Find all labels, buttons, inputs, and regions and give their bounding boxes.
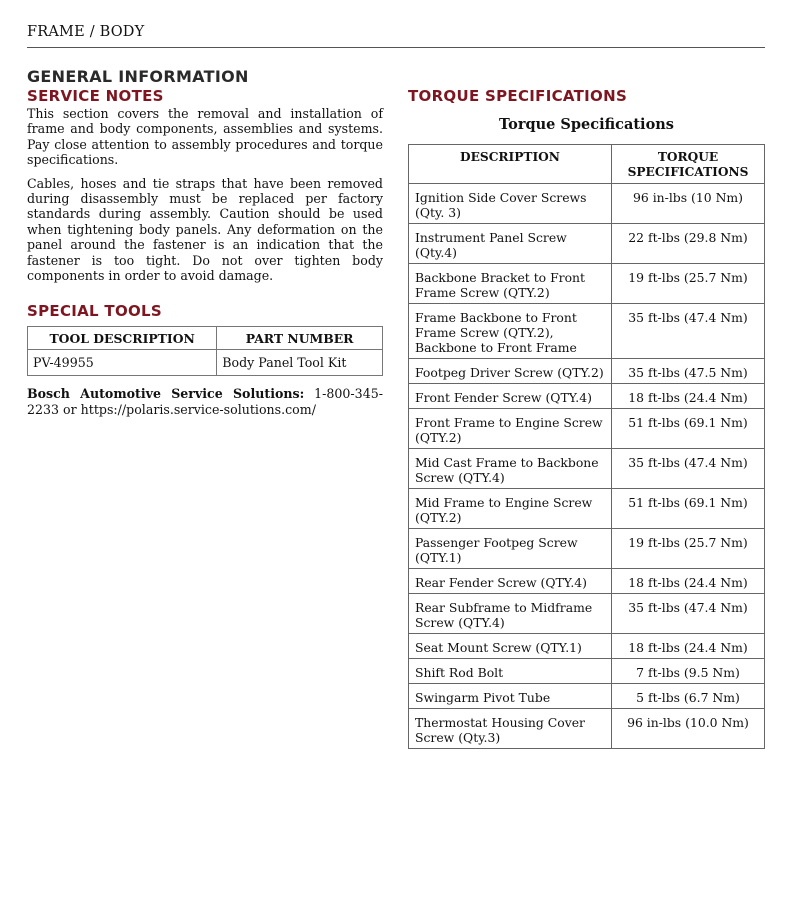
special-tools-table	[27, 326, 383, 376]
table-row	[409, 224, 765, 264]
table-row	[409, 594, 765, 634]
table-header-row	[409, 145, 765, 184]
description-cell: Seat Mount Screw (QTY.1)	[409, 634, 612, 659]
description-cell: Ignition Side Cover Screws (Qty. 3)	[409, 184, 612, 224]
page-header: FRAME / BODY	[27, 24, 145, 40]
part-number-cell: Body Panel Tool Kit	[217, 350, 383, 376]
table-header-row	[28, 327, 383, 350]
table-row	[409, 409, 765, 449]
table-row	[409, 569, 765, 594]
description-cell: Swingarm Pivot Tube	[409, 684, 612, 709]
special-tools-heading: SPECIAL TOOLS	[27, 302, 163, 321]
table-row	[28, 350, 383, 376]
torque-value-cell: 96 in-lbs (10 Nm)	[612, 184, 765, 224]
description-cell: Passenger Footpeg Screw (QTY.1)	[409, 529, 612, 569]
right-column	[408, 88, 765, 749]
torque-value-cell: 51 ft-lbs (69.1 Nm)	[612, 489, 765, 529]
column-header-tool-description: TOOL DESCRIPTION	[28, 327, 217, 350]
service-notes-paragraph-1: This section covers the removal and installation of frame and body components, assemblies and systems. Pay close attention to assembly procedures and torque specifications.	[27, 106, 383, 168]
table-row	[409, 634, 765, 659]
torque-value-cell: 35 ft-lbs (47.5 Nm)	[612, 359, 765, 384]
column-header-part-number: PART NUMBER	[217, 327, 383, 350]
torque-specifications-heading: TORQUE SPECIFICATIONS	[408, 87, 628, 105]
torque-value-cell: 22 ft-lbs (29.8 Nm)	[612, 224, 765, 264]
torque-value-cell: 35 ft-lbs (47.4 Nm)	[612, 594, 765, 634]
tool-description-cell: PV-49955	[28, 350, 217, 376]
table-row	[409, 709, 765, 749]
description-cell: Front Frame to Engine Screw (QTY.2)	[409, 409, 612, 449]
table-row	[409, 529, 765, 569]
torque-value-cell: 51 ft-lbs (69.1 Nm)	[612, 409, 765, 449]
torque-value-cell: 19 ft-lbs (25.7 Nm)	[612, 264, 765, 304]
table-row	[409, 304, 765, 359]
supplier-note	[27, 386, 383, 417]
left-column	[27, 68, 383, 417]
description-cell: Instrument Panel Screw (Qty.4)	[409, 224, 612, 264]
torque-value-cell: 19 ft-lbs (25.7 Nm)	[612, 529, 765, 569]
torque-value-cell: 18 ft-lbs (24.4 Nm)	[612, 384, 765, 409]
torque-value-cell: 5 ft-lbs (6.7 Nm)	[612, 684, 765, 709]
torque-value-cell: 7 ft-lbs (9.5 Nm)	[612, 659, 765, 684]
service-notes-heading: SERVICE NOTES	[27, 87, 164, 105]
supplier-contact: 1-800-345-2233 or https://polaris.service-solutions.com/	[27, 386, 383, 417]
description-cell: Shift Rod Bolt	[409, 659, 612, 684]
description-cell: Front Fender Screw (QTY.4)	[409, 384, 612, 409]
header-divider	[27, 47, 765, 48]
torque-value-cell: 18 ft-lbs (24.4 Nm)	[612, 569, 765, 594]
description-cell: Rear Subframe to Midframe Screw (QTY.4)	[409, 594, 612, 634]
description-cell: Frame Backbone to Front Frame Screw (QTY.2), Backbone to Front Frame	[409, 304, 612, 359]
table-row	[409, 359, 765, 384]
torque-value-cell: 96 in-lbs (10.0 Nm)	[612, 709, 765, 749]
description-cell: Mid Cast Frame to Backbone Screw (QTY.4)	[409, 449, 612, 489]
general-information-heading: GENERAL INFORMATION	[27, 67, 249, 86]
description-cell: Mid Frame to Engine Screw (QTY.2)	[409, 489, 612, 529]
supplier-name: Bosch Automotive Service Solutions:	[27, 386, 305, 402]
column-header-torque-specifications: TORQUE SPECIFICATIONS	[612, 145, 765, 184]
torque-specifications-table	[408, 144, 765, 749]
torque-value-cell: 18 ft-lbs (24.4 Nm)	[612, 634, 765, 659]
torque-value-cell: 35 ft-lbs (47.4 Nm)	[612, 449, 765, 489]
table-row	[409, 684, 765, 709]
table-row	[409, 489, 765, 529]
description-cell: Rear Fender Screw (QTY.4)	[409, 569, 612, 594]
service-notes-paragraph-2: Cables, hoses and tie straps that have been removed during disassembly must be replaced per factory standards during assembly. Caution should be used when tightening body panels. Any deformation on the panel around the fastener is an indication that the fastener is too tight. Do not over tighten body components in order to avoid damage.	[27, 175, 383, 284]
column-header-description: DESCRIPTION	[409, 145, 612, 184]
table-row	[409, 264, 765, 304]
description-cell: Footpeg Driver Screw (QTY.2)	[409, 359, 612, 384]
table-row	[409, 184, 765, 224]
torque-value-cell: 35 ft-lbs (47.4 Nm)	[612, 304, 765, 359]
table-row	[409, 384, 765, 409]
table-row	[409, 449, 765, 489]
table-row	[409, 659, 765, 684]
description-cell: Thermostat Housing Cover Screw (Qty.3)	[409, 709, 612, 749]
torque-table-caption: Torque Specifications	[499, 116, 674, 133]
description-cell: Backbone Bracket to Front Frame Screw (QTY.2)	[409, 264, 612, 304]
torque-table-body	[409, 184, 765, 749]
